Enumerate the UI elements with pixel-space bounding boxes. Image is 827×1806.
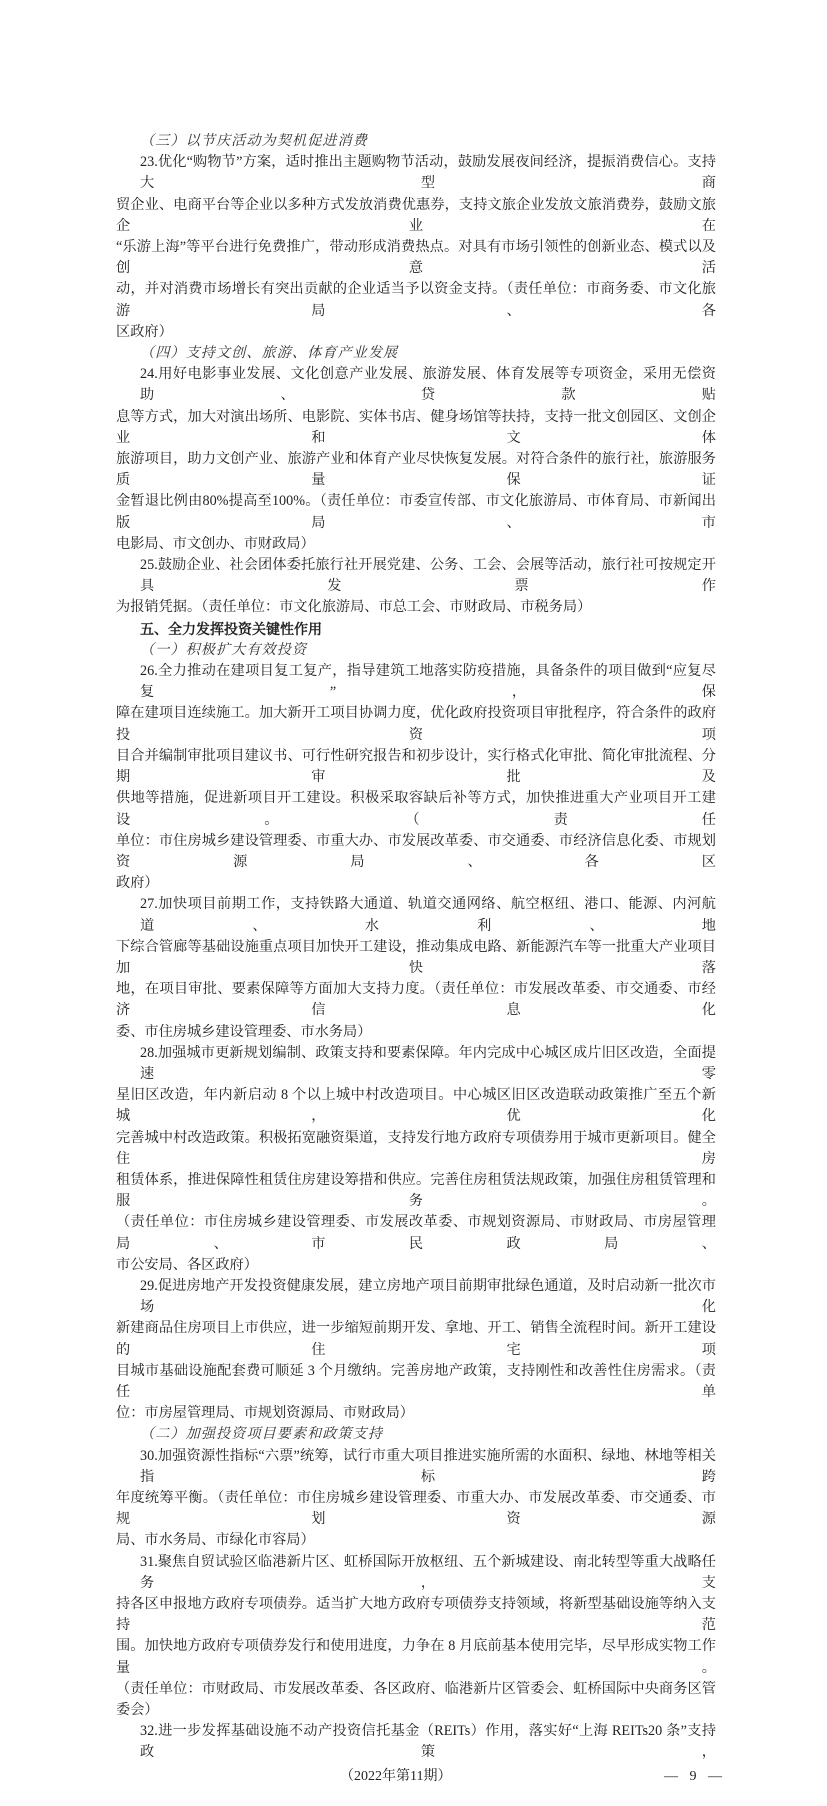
- issue-label: （2022年第11期）: [340, 1768, 452, 1784]
- paragraph-line: 障在建项目连续施工。加大新开工项目协调力度，优化政府投资项目审批程序，符合条件的政府投资项: [116, 705, 716, 743]
- document-body: [116, 131, 716, 1764]
- paragraph: [116, 1043, 716, 1276]
- subsection-heading: （四）支持文创、旅游、体育产业发展: [140, 345, 399, 362]
- paragraph-line: 新建商品住房项目上市供应，进一步缩短前期开发、拿地、开工、销售全流程时间。新开工建设的住宅项: [116, 1320, 716, 1358]
- paragraph: [116, 1276, 716, 1424]
- page-footer: [0, 1766, 827, 1806]
- section-heading: 五、全力发挥投资关键性作用: [140, 620, 322, 637]
- paragraph-line: 电影局、市文创办、市财政局）: [116, 535, 315, 552]
- paragraph-line: 目城市基础设施配套费可顺延 3 个月缴纳。完善房地产政策，支持刚性和改善性住房需求。（责任单: [116, 1362, 716, 1400]
- paragraph-line: 下综合管廊等基础设施重点项目加快开工建设，推动集成电路、新能源汽车等一批重大产业项目加快落: [116, 938, 716, 976]
- subsection-heading: （一）积极扩大有效投资: [140, 641, 308, 658]
- paragraph: [116, 1552, 716, 1722]
- paragraph-line: （责任单位：市住房城乡建设管理委、市发展改革委、市规划资源局、市财政局、市房屋管理局、市民政局、: [116, 1214, 716, 1252]
- paragraph-line: 持各区申报地方政府专项债券。适当扩大地方政府专项债券支持领域，将新型基础设施等纳入支持范: [116, 1596, 716, 1634]
- paragraph: [116, 1721, 716, 1763]
- paragraph-line: 局、市水务局、市绿化市容局）: [116, 1532, 315, 1549]
- paragraph-line: （责任单位：市财政局、市发展改革委、各区政府、临港新片区管委会、虹桥国际中央商务区管委会）: [116, 1680, 716, 1719]
- paragraph-line: 地，在项目审批、要素保障等方面加大支持力度。（责任单位：市发展改革委、市交通委、市经济信息化: [116, 981, 716, 1019]
- paragraph: [116, 894, 716, 1042]
- paragraph-line: 32.进一步发挥基础设施不动产投资信托基金（REITs）作用，落实好“上海 REITs20 条”支持政策，: [140, 1723, 716, 1761]
- page-number: — 9 —: [664, 1768, 726, 1784]
- paragraph-line: 位：市房屋管理局、市规划资源局、市财政局）: [116, 1405, 414, 1422]
- paragraph: [116, 364, 716, 555]
- paragraph-line: 30.加强资源性指标“六票”统筹，试行市重大项目推进实施所需的水面积、绿地、林地等相关指标跨: [140, 1447, 716, 1485]
- paragraph-line: 金暂退比例由80%提高至100%。（责任单位：市委宣传部、市文化旅游局、市体育局、市新闻出版局、市: [116, 493, 716, 531]
- paragraph-line: 29.促进房地产开发投资健康发展，建立房地产项目前期审批绿色通道，及时启动新一批次市场化: [140, 1277, 716, 1316]
- paragraph: [116, 1446, 716, 1552]
- paragraph-line: 28.加强城市更新规划编制、政策支持和要素保障。年内完成中心城区成片旧区改造，全面提速零: [140, 1044, 716, 1082]
- paragraph-line: 市公安局、各区政府）: [116, 1256, 258, 1273]
- paragraph-line: 区政府）: [116, 323, 173, 340]
- paragraph-line: 围。加快地方政府专项债券发行和使用进度，力争在 8 月底前基本使用完毕，尽早形成实物工作量。: [116, 1638, 716, 1676]
- paragraph-line: 委、市住房城乡建设管理委、市水务局）: [116, 1023, 372, 1040]
- paragraph-line: 年度统筹平衡。（责任单位：市住房城乡建设管理委、市重大办、市发展改革委、市交通委、市规划资源: [116, 1490, 716, 1528]
- paragraph-line: 24.用好电影事业发展、文化创意产业发展、旅游发展、体育发展等专项资金，采用无偿资助、贷款贴: [140, 366, 716, 404]
- paragraph-line: 供地等措施，促进新项目开工建设。积极采取容缺后补等方式，加快推进重大产业项目开工建设。（责任: [116, 790, 716, 828]
- paragraph: [116, 661, 716, 894]
- subsection-heading: （三）以节庆活动为契机促进消费: [140, 133, 368, 149]
- subsection-heading: （二）加强投资项目要素和政策支持: [140, 1426, 384, 1443]
- paragraph-line: 完善城中村改造政策。积极拓宽融资渠道，支持发行地方政府专项债券用于城市更新项目。健全住房: [116, 1129, 716, 1167]
- paragraph-line: 政府）: [116, 875, 159, 892]
- paragraph-line: 27.加快项目前期工作，支持铁路大通道、轨道交通网络、航空枢纽、港口、能源、内河航道、水利、地: [140, 896, 716, 934]
- paragraph-line: 贸企业、电商平台等企业以多种方式发放消费优惠券，支持文旅企业发放文旅消费券，鼓励文旅企业在: [116, 196, 716, 234]
- paragraph-line: 25.鼓励企业、社会团体委托旅行社开展党建、公务、工会、会展等活动，旅行社可按规定开具发票作: [140, 557, 716, 595]
- paragraph-line: 旅游项目，助力文创产业、旅游产业和体育产业尽快恢复发展。对符合条件的旅行社，旅游服务质量保证: [116, 451, 716, 489]
- paragraph-line: 为报销凭据。（责任单位：市文化旅游局、市总工会、市财政局、市税务局）: [116, 599, 592, 616]
- paragraph-line: 息等方式，加大对演出场所、电影院、实体书店、健身场馆等扶持，支持一批文创园区、文创企业和文体: [116, 408, 716, 446]
- paragraph-line: 租赁体系，推进保障性租赁住房建设筹措和供应。完善住房租赁法规政策，加强住房租赁管理和服务。: [116, 1171, 716, 1210]
- paragraph-line: “乐游上海”等平台进行免费推广，带动形成消费热点。对具有市场引领性的创新业态、模式以及创意活: [116, 239, 716, 277]
- paragraph-line: 31.聚焦自贸试验区临港新片区、虹桥国际开放枢纽、五个新城建设、南北转型等重大战略任务，支: [140, 1553, 716, 1591]
- paragraph: [116, 555, 716, 619]
- paragraph-line: 目合并编制审批项目建议书、可行性研究报告和初步设计，实行格式化审批、简化审批流程、分期审批及: [116, 747, 716, 786]
- paragraph-line: 动，并对消费市场增长有突出贡献的企业适当予以资金支持。（责任单位：市商务委、市文化旅游局、各: [116, 281, 716, 319]
- paragraph-line: 单位：市住房城乡建设管理委、市重大办、市发展改革委、市交通委、市经济信息化委、市规划资源局、各区: [116, 832, 716, 870]
- paragraph-line: 23.优化“购物节”方案，适时推出主题购物节活动，鼓励发展夜间经济，提振消费信心。支持大型商: [140, 154, 716, 192]
- paragraph-line: 星旧区改造，年内新启动 8 个以上城中村改造项目。中心城区旧区改造联动政策推广至五个新城，优化: [116, 1087, 716, 1125]
- paragraph: [116, 152, 716, 343]
- paragraph-line: 26.全力推动在建项目复工复产，指导建筑工地落实防疫措施，具备条件的项目做到“应复尽复”，保: [140, 663, 716, 701]
